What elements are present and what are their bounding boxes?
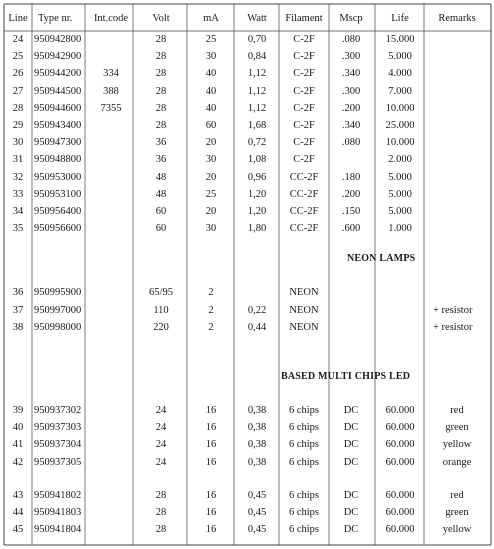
cell-volt: 65/95 xyxy=(149,287,173,298)
cell-ma: 2 xyxy=(208,304,214,316)
cell-ma: 2 xyxy=(208,322,214,333)
cell-volt: 48 xyxy=(155,188,167,200)
cell-remarks: green xyxy=(445,422,469,434)
cell-filament: C-2F xyxy=(293,120,315,131)
cell-volt: 60 xyxy=(155,206,167,217)
cell-watt: 1,12 xyxy=(247,68,267,80)
cell-mscp: .080 xyxy=(341,137,361,149)
cell-life: 1.000 xyxy=(388,223,412,235)
cell-life: 60.000 xyxy=(385,490,415,501)
cell-mscp: .080 xyxy=(341,34,361,45)
cell-filament: CC-2F xyxy=(289,223,319,235)
cell-mscp: DC xyxy=(343,439,359,451)
cell-watt: 0,96 xyxy=(247,171,267,183)
cell-watt: 1,12 xyxy=(247,102,267,114)
cell-volt: 28 xyxy=(155,102,167,114)
cell-life: 5.000 xyxy=(388,51,412,63)
cell-life: 60.000 xyxy=(385,422,415,434)
cell-mscp: .150 xyxy=(341,206,361,217)
cell-mscp: .180 xyxy=(341,171,361,183)
cell-type-nr: 950937302 xyxy=(34,405,82,416)
cell-watt: 0,38 xyxy=(247,456,267,468)
cell-volt: 28 xyxy=(155,51,167,63)
cell-ma: 25 xyxy=(205,34,217,45)
cell-mscp: .200 xyxy=(341,188,361,200)
cell-int-code: 388 xyxy=(103,85,119,97)
cell-filament: NEON xyxy=(289,304,319,316)
cell-volt: 28 xyxy=(155,120,167,131)
cell-type-nr: 950947300 xyxy=(34,137,82,149)
cell-filament: C-2F xyxy=(293,34,315,45)
cell-line: 31 xyxy=(12,154,24,166)
cell-line: 45 xyxy=(12,524,24,536)
cell-volt: 28 xyxy=(155,507,167,519)
cell-filament: 6 chips xyxy=(288,456,320,468)
cell-type-nr: 950943400 xyxy=(34,120,82,131)
cell-filament: C-2F xyxy=(293,85,315,97)
cell-filament: C-2F xyxy=(293,137,315,149)
cell-filament: C-2F xyxy=(293,154,315,166)
cell-volt: 28 xyxy=(155,490,167,501)
cell-volt: 28 xyxy=(155,34,167,45)
cell-ma: 60 xyxy=(205,120,217,131)
header-type-nr: Type nr. xyxy=(38,13,73,24)
cell-line: 38 xyxy=(12,322,24,333)
cell-type-nr: 950937303 xyxy=(34,422,82,434)
cell-line: 39 xyxy=(12,405,24,416)
cell-type-nr: 950941803 xyxy=(34,507,82,519)
cell-mscp: DC xyxy=(343,405,359,416)
cell-ma: 16 xyxy=(205,456,217,468)
cell-remarks: yellow xyxy=(442,524,472,536)
cell-ma: 40 xyxy=(205,85,217,97)
cell-type-nr: 950942900 xyxy=(34,51,82,63)
cell-watt: 1,80 xyxy=(247,223,267,235)
cell-watt: 0,22 xyxy=(247,304,267,316)
cell-filament: 6 chips xyxy=(288,507,320,519)
header-volt: Volt xyxy=(152,13,170,24)
cell-life: 5.000 xyxy=(388,206,412,217)
cell-type-nr: 950944500 xyxy=(34,85,82,97)
cell-volt: 24 xyxy=(155,439,167,451)
cell-ma: 16 xyxy=(205,490,217,501)
cell-volt: 28 xyxy=(155,524,167,536)
cell-mscp: DC xyxy=(343,456,359,468)
cell-remarks: red xyxy=(450,490,464,501)
cell-line: 26 xyxy=(12,68,24,80)
cell-filament: C-2F xyxy=(293,68,315,80)
cell-watt: 1,20 xyxy=(247,206,267,217)
cell-mscp: .300 xyxy=(341,85,361,97)
cell-remarks: orange xyxy=(442,456,472,468)
cell-ma: 30 xyxy=(205,223,217,235)
cell-type-nr: 950941802 xyxy=(34,490,82,501)
cell-remarks: yellow xyxy=(442,439,472,451)
cell-life: 5.000 xyxy=(388,188,412,200)
cell-type-nr: 950956600 xyxy=(34,223,82,235)
cell-line: 37 xyxy=(12,304,24,316)
cell-type-nr: 950956400 xyxy=(34,206,82,217)
cell-watt: 0,72 xyxy=(247,137,267,149)
cell-filament: CC-2F xyxy=(289,206,319,217)
cell-line: 43 xyxy=(12,490,24,501)
cell-watt: 0,45 xyxy=(247,524,267,536)
cell-life: 7.000 xyxy=(388,85,412,97)
header-int-code: Int.code xyxy=(93,13,129,24)
header-mscp: Mscp xyxy=(339,13,363,24)
cell-mscp: .340 xyxy=(341,120,361,131)
cell-life: 25.000 xyxy=(385,120,415,131)
header-remarks: Remarks xyxy=(438,13,476,24)
cell-ma: 20 xyxy=(205,206,217,217)
cell-line: 36 xyxy=(12,287,24,298)
cell-filament: CC-2F xyxy=(289,188,319,200)
cell-watt: 0,44 xyxy=(247,322,267,333)
cell-ma: 16 xyxy=(205,524,217,536)
header-watt: Watt xyxy=(247,13,267,24)
cell-watt: 1,12 xyxy=(247,85,267,97)
cell-filament: NEON xyxy=(289,287,319,298)
cell-line: 24 xyxy=(12,34,24,45)
cell-filament: 6 chips xyxy=(288,422,320,434)
cell-line: 35 xyxy=(12,223,24,235)
cell-life: 4.000 xyxy=(388,68,412,80)
cell-filament: 6 chips xyxy=(288,524,320,536)
cell-ma: 30 xyxy=(205,154,217,166)
cell-type-nr: 950944600 xyxy=(34,102,82,114)
cell-life: 10.000 xyxy=(385,102,415,114)
cell-line: 34 xyxy=(12,206,24,217)
cell-mscp: DC xyxy=(343,524,359,536)
cell-filament: CC-2F xyxy=(289,171,319,183)
cell-filament: 6 chips xyxy=(288,405,320,416)
cell-watt: 1,68 xyxy=(247,120,267,131)
cell-ma: 16 xyxy=(205,439,217,451)
cell-line: 29 xyxy=(12,120,24,131)
header-life: Life xyxy=(391,13,409,24)
cell-line: 28 xyxy=(12,102,24,114)
cell-life: 2.000 xyxy=(388,154,412,166)
cell-ma: 40 xyxy=(205,68,217,80)
cell-line: 42 xyxy=(12,456,24,468)
cell-filament: 6 chips xyxy=(288,439,320,451)
cell-filament: NEON xyxy=(289,322,319,333)
cell-line: 27 xyxy=(12,85,24,97)
cell-volt: 24 xyxy=(155,456,167,468)
cell-volt: 110 xyxy=(153,304,169,316)
cell-volt: 60 xyxy=(155,223,167,235)
cell-type-nr: 950995900 xyxy=(34,287,82,298)
cell-int-code: 334 xyxy=(103,68,119,80)
cell-remarks: + resistor xyxy=(433,304,473,316)
cell-volt: 48 xyxy=(155,171,167,183)
cell-life: 60.000 xyxy=(385,456,415,468)
cell-ma: 25 xyxy=(205,188,217,200)
cell-volt: 36 xyxy=(155,137,167,149)
cell-line: 25 xyxy=(12,51,24,63)
cell-type-nr: 950941804 xyxy=(34,524,82,536)
cell-type-nr: 950997000 xyxy=(34,304,82,316)
cell-type-nr: 950944200 xyxy=(34,68,82,80)
cell-life: 60.000 xyxy=(385,507,415,519)
cell-volt: 220 xyxy=(153,322,169,333)
cell-life: 15.000 xyxy=(385,34,415,45)
cell-ma: 20 xyxy=(205,137,217,149)
header-filament: Filament xyxy=(285,13,323,24)
section-heading-multi-chips-led: BASED MULTI CHIPS LED xyxy=(281,371,411,382)
cell-type-nr: 950953100 xyxy=(34,188,82,200)
cell-filament: C-2F xyxy=(293,51,315,63)
cell-mscp: .300 xyxy=(341,51,361,63)
cell-mscp: DC xyxy=(343,490,359,501)
cell-ma: 20 xyxy=(205,171,217,183)
cell-ma: 40 xyxy=(205,102,217,114)
cell-type-nr: 950998000 xyxy=(34,322,82,333)
section-heading-neon-lamps: NEON LAMPS xyxy=(347,253,416,264)
cell-mscp: DC xyxy=(343,422,359,434)
cell-ma: 2 xyxy=(208,287,214,298)
cell-watt: 0,38 xyxy=(247,439,267,451)
cell-life: 60.000 xyxy=(385,439,415,451)
cell-life: 10.000 xyxy=(385,137,415,149)
cell-life: 60.000 xyxy=(385,524,415,536)
cell-ma: 30 xyxy=(205,51,217,63)
cell-line: 30 xyxy=(12,137,24,149)
cell-watt: 1,20 xyxy=(247,188,267,200)
cell-line: 32 xyxy=(12,171,24,183)
header-line: Line xyxy=(8,13,28,24)
cell-filament: C-2F xyxy=(293,102,315,114)
cell-volt: 24 xyxy=(155,405,167,416)
cell-type-nr: 950937305 xyxy=(34,456,82,468)
cell-mscp: .200 xyxy=(341,102,361,114)
cell-watt: 0,45 xyxy=(247,490,267,501)
cell-watt: 0,70 xyxy=(247,34,267,45)
cell-volt: 24 xyxy=(155,422,167,434)
cell-type-nr: 950937304 xyxy=(34,439,82,451)
cell-type-nr: 950942800 xyxy=(34,34,82,45)
cell-ma: 16 xyxy=(205,507,217,519)
cell-watt: 0,45 xyxy=(247,507,267,519)
cell-remarks: + resistor xyxy=(433,322,473,333)
cell-line: 41 xyxy=(12,439,24,451)
cell-watt: 1,08 xyxy=(247,154,267,166)
cell-remarks: green xyxy=(445,507,469,519)
cell-int-code: 7355 xyxy=(100,102,122,114)
cell-life: 60.000 xyxy=(385,405,415,416)
cell-mscp: .600 xyxy=(341,223,361,235)
cell-watt: 0,38 xyxy=(247,405,267,416)
cell-volt: 28 xyxy=(155,85,167,97)
cell-remarks: red xyxy=(450,405,464,416)
cell-line: 40 xyxy=(12,422,24,434)
cell-line: 44 xyxy=(12,507,24,519)
cell-volt: 28 xyxy=(155,68,167,80)
cell-type-nr: 950948800 xyxy=(34,154,82,166)
cell-ma: 16 xyxy=(205,422,217,434)
cell-mscp: DC xyxy=(343,507,359,519)
cell-mscp: .340 xyxy=(341,68,361,80)
cell-filament: 6 chips xyxy=(288,490,320,501)
header-ma: mA xyxy=(203,13,219,24)
cell-type-nr: 950953000 xyxy=(34,171,82,183)
cell-ma: 16 xyxy=(205,405,217,416)
cell-watt: 0,38 xyxy=(247,422,267,434)
cell-volt: 36 xyxy=(155,154,167,166)
cell-line: 33 xyxy=(12,188,24,200)
cell-watt: 0,84 xyxy=(247,51,267,63)
cell-life: 5.000 xyxy=(388,171,412,183)
